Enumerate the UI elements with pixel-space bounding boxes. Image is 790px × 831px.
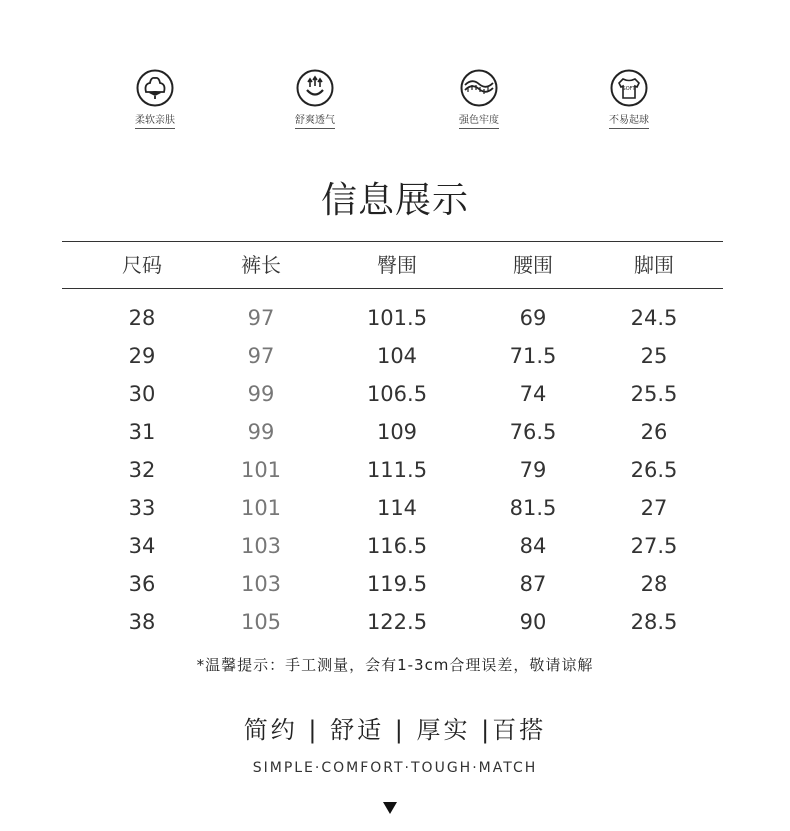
cell-size: 30 — [128, 382, 156, 406]
feature-soft — [105, 68, 205, 129]
slogan: 简约 | 舒适 | 厚实 |百搭 — [243, 716, 547, 744]
measurement-note: *温馨提示：手工测量，会有1-3cm合理误差，敬请谅解 — [196, 656, 594, 674]
cell-size: 31 — [128, 420, 156, 444]
fabric-wave-icon — [459, 68, 499, 108]
soft-icon-text: SOFT — [622, 86, 636, 92]
cell-waist: 84 — [519, 534, 547, 558]
cell-length: 99 — [247, 420, 275, 444]
soft-tshirt-icon — [609, 68, 649, 108]
cell-waist: 90 — [519, 610, 547, 634]
cell-hip: 122.5 — [366, 610, 428, 634]
cell-hem: 28 — [640, 572, 668, 596]
cell-length: 101 — [240, 496, 282, 520]
cell-hip: 109 — [376, 420, 418, 444]
feature-breathable — [265, 68, 365, 129]
cell-hem: 25 — [640, 344, 668, 368]
cell-hem: 24.5 — [630, 306, 678, 330]
feature-label: 舒爽透气 — [295, 114, 335, 129]
cell-size: 34 — [128, 534, 156, 558]
table-row — [0, 492, 790, 530]
table-header-row — [0, 252, 790, 278]
cell-size: 36 — [128, 572, 156, 596]
cell-size: 33 — [128, 496, 156, 520]
cell-hem: 27 — [640, 496, 668, 520]
cell-length: 103 — [240, 572, 282, 596]
breathable-smile-icon — [295, 68, 335, 108]
cell-length: 103 — [240, 534, 282, 558]
cell-hem: 26 — [640, 420, 668, 444]
cell-length: 97 — [247, 306, 275, 330]
cell-waist: 74 — [519, 382, 547, 406]
table-top-rule — [62, 241, 723, 242]
down-arrow-icon — [383, 802, 397, 814]
table-row — [0, 378, 790, 416]
cell-waist: 69 — [519, 306, 547, 330]
cell-size: 29 — [128, 344, 156, 368]
size-table-body — [0, 302, 790, 644]
cell-length: 99 — [247, 382, 275, 406]
feature-icons-row — [0, 68, 790, 138]
header-size: 尺码 — [122, 253, 162, 277]
cotton-flower-icon — [135, 68, 175, 108]
table-row — [0, 606, 790, 644]
cell-hem: 26.5 — [630, 458, 678, 482]
slogan-english: SIMPLE·COMFORT·TOUGH·MATCH — [252, 760, 538, 776]
table-row — [0, 454, 790, 492]
table-row — [0, 302, 790, 340]
header-hem: 脚围 — [634, 253, 674, 277]
table-row — [0, 568, 790, 606]
cell-hip: 104 — [376, 344, 418, 368]
cell-hip: 116.5 — [366, 534, 428, 558]
cell-hem: 25.5 — [630, 382, 678, 406]
cell-length: 101 — [240, 458, 282, 482]
cell-hem: 28.5 — [630, 610, 678, 634]
header-length: 裤长 — [241, 253, 281, 277]
cell-size: 32 — [128, 458, 156, 482]
feature-label: 不易起球 — [609, 114, 649, 129]
cell-waist: 87 — [519, 572, 547, 596]
feature-colorfast — [429, 68, 529, 129]
cell-size: 28 — [128, 306, 156, 330]
cell-waist: 71.5 — [509, 344, 557, 368]
header-hip: 臀围 — [377, 253, 417, 277]
cell-hip: 114 — [376, 496, 418, 520]
cell-hip: 101.5 — [366, 306, 428, 330]
cell-hip: 106.5 — [366, 382, 428, 406]
cell-hip: 119.5 — [366, 572, 428, 596]
cell-length: 105 — [240, 610, 282, 634]
table-header-rule — [62, 288, 723, 289]
cell-waist: 76.5 — [509, 420, 557, 444]
cell-hip: 111.5 — [366, 458, 428, 482]
cell-length: 97 — [247, 344, 275, 368]
table-row — [0, 530, 790, 568]
header-waist: 腰围 — [513, 253, 553, 277]
feature-anti-pilling — [579, 68, 679, 129]
table-row — [0, 340, 790, 378]
cell-hem: 27.5 — [630, 534, 678, 558]
cell-waist: 81.5 — [509, 496, 557, 520]
cell-size: 38 — [128, 610, 156, 634]
feature-label: 强色牢度 — [459, 114, 499, 129]
cell-waist: 79 — [519, 458, 547, 482]
table-row — [0, 416, 790, 454]
section-title: 信息展示 — [320, 180, 469, 221]
feature-label: 柔软亲肤 — [135, 114, 175, 129]
